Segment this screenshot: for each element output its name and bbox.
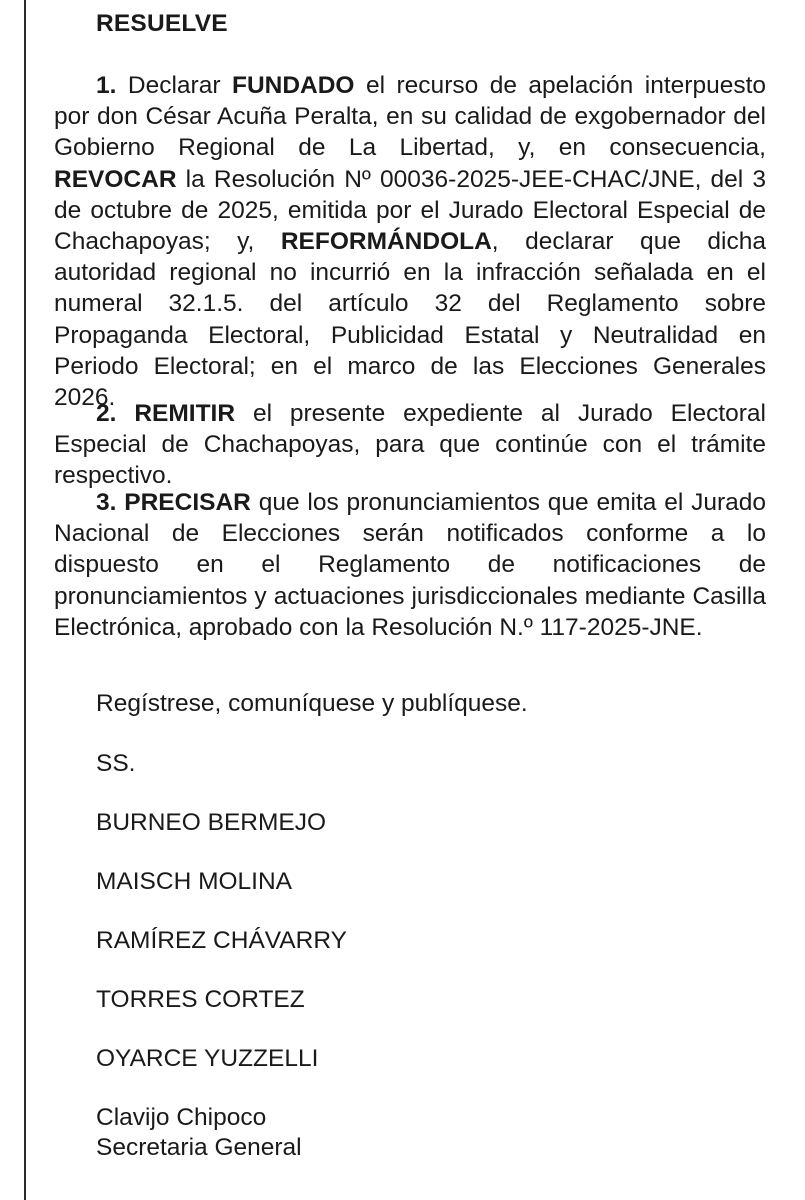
item-1-text-a: Declarar — [127, 72, 221, 99]
resolution-item-1 — [54, 70, 766, 413]
item-1-number: 1. — [96, 72, 117, 99]
secretary-title: Secretaria General — [96, 1134, 302, 1161]
closing-formula: Regístrese, comuníquese y publíquese. — [96, 690, 528, 717]
signatory-name: BURNEO BERMEJO — [96, 809, 327, 836]
item-3-text: que los pronunciamientos que emita el Jurado Nacional de Elecciones serán notificados conforme a lo dispuesto en el Reglamento de notificaciones de pronunciamientos y actuaciones jurisdiccionales mediante Casilla Electrónica, aprobado con la Resolución N.º 117-2025-JNE. — [54, 489, 767, 641]
item-1-reformandola: REFORMÁNDOLA — [280, 228, 492, 256]
signatories-label: SS. — [96, 750, 136, 777]
signatory-name: OYARCE YUZZELLI — [96, 1045, 319, 1072]
signatory-name: TORRES CORTEZ — [96, 986, 305, 1013]
page-margin-rule — [24, 0, 26, 1200]
signatory-name: MAISCH MOLINA — [96, 868, 293, 895]
item-1-revocar: REVOCAR — [54, 165, 177, 193]
secretary-name: Clavijo Chipoco — [96, 1104, 267, 1131]
item-1-fundado: FUNDADO — [232, 72, 355, 99]
resolution-item-2 — [54, 398, 766, 492]
item-1-text-c: la Resolución Nº 00036-2025-JEE-CHAC/JNE, del 3 de octubre de 2025, emitida por el Jurado Electoral Especial de Chachapoyas; y, — [54, 165, 766, 256]
section-heading: RESUELVE — [96, 10, 228, 37]
resolution-item-3 — [54, 487, 766, 643]
item-1-text-d: , declarar que dicha autoridad regional no incurrió en la infracción señalada en el numeral 32.1.5. del artículo 32 del Reglamento sobre Propaganda Electoral, Publicidad Estatal y Neutralidad en Periodo Electoral; en el marco de las Elecciones Generales 2026. — [54, 228, 766, 412]
signatory-name: RAMÍREZ CHÁVARRY — [96, 927, 347, 954]
item-1-text-b: el recurso de apelación interpuesto por don César Acuña Peralta, en su calidad de exgobernador del Gobierno Regional de La Libertad, y, en consecuencia, — [54, 72, 767, 162]
item-2-lead: 2. REMITIR — [96, 400, 236, 427]
item-3-lead: 3. PRECISAR — [96, 489, 251, 516]
item-2-text: el presente expediente al Jurado Electoral Especial de Chachapoyas, para que continúe con el trámite respectivo. — [54, 400, 766, 490]
